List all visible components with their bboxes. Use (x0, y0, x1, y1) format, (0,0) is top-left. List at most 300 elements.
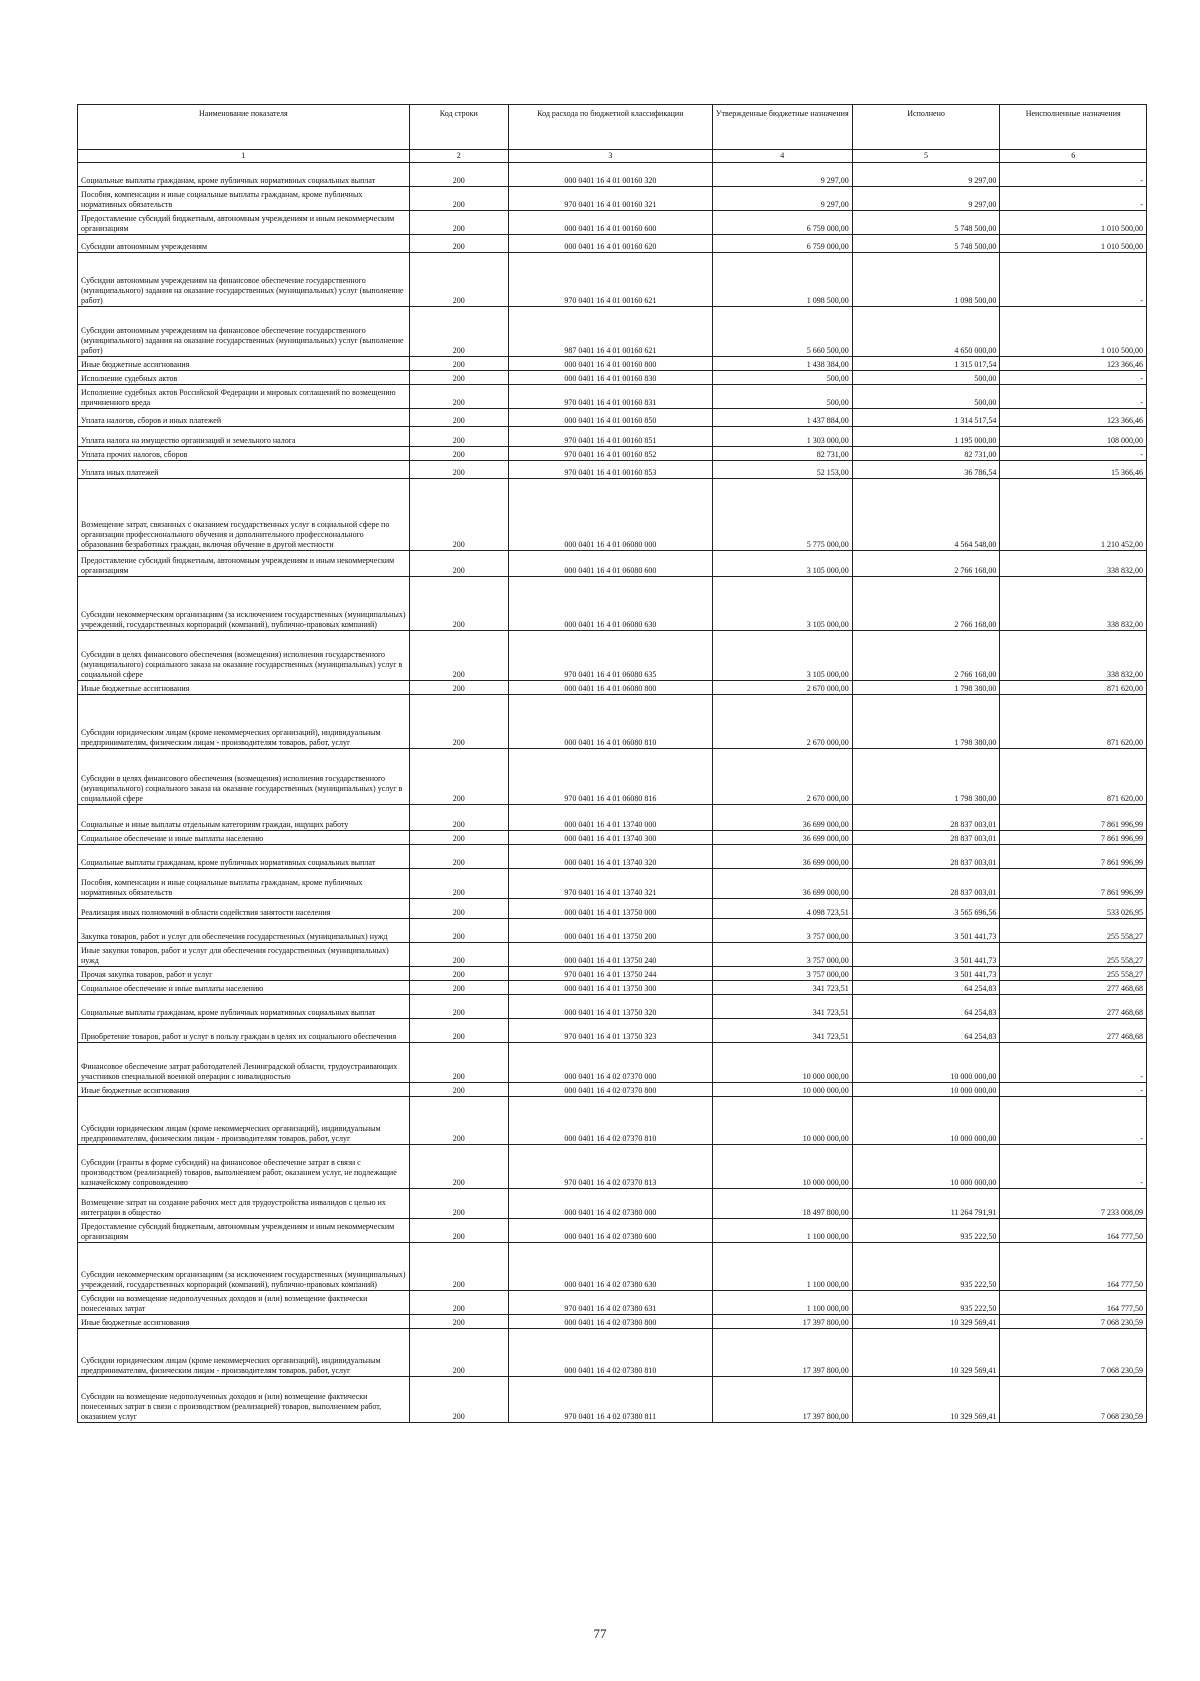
row-approved: 500,00 (712, 385, 852, 409)
column-number: 6 (1000, 150, 1147, 163)
row-unexecuted: - (1000, 1083, 1147, 1097)
row-classification-code: 970 0401 16 4 01 00160 831 (508, 385, 712, 409)
budget-execution-table (77, 104, 1147, 1423)
row-name: Уплата налогов, сборов и иных платежей (78, 409, 410, 427)
header-approved: Утвержденные бюджетные назначения (712, 105, 852, 150)
row-approved: 5 660 500,00 (712, 307, 852, 357)
row-name: Предоставление субсидий бюджетным, автономным учреждениям и иным некоммерческим организациям (78, 1219, 410, 1243)
row-executed: 28 837 003,01 (852, 869, 1000, 899)
row-line-code: 200 (409, 447, 508, 461)
row-classification-code: 000 0401 16 4 01 06080 600 (508, 551, 712, 577)
row-executed: 1 098 500,00 (852, 253, 1000, 307)
table-row (78, 845, 1147, 869)
table-row (78, 427, 1147, 447)
row-line-code: 200 (409, 1291, 508, 1315)
column-number: 2 (409, 150, 508, 163)
row-executed: 10 329 569,41 (852, 1329, 1000, 1377)
row-classification-code: 000 0401 16 4 01 06080 800 (508, 681, 712, 695)
table-row (78, 357, 1147, 371)
column-number: 5 (852, 150, 1000, 163)
row-unexecuted: 1 210 452,00 (1000, 479, 1147, 551)
row-classification-code: 000 0401 16 4 01 13750 200 (508, 919, 712, 943)
row-name: Социальные и иные выплаты отдельным категориям граждан, ищущих работу (78, 805, 410, 831)
row-line-code: 200 (409, 187, 508, 211)
row-classification-code: 970 0401 16 4 01 00160 853 (508, 461, 712, 479)
row-approved: 36 699 000,00 (712, 869, 852, 899)
row-executed: 935 222,50 (852, 1219, 1000, 1243)
row-unexecuted: - (1000, 385, 1147, 409)
row-approved: 2 670 000,00 (712, 749, 852, 805)
row-name: Субсидии (гранты в форме субсидий) на финансовое обеспечение затрат в связи с производством (реализацией) товаров, выполнением работ, оказанием услуг, не подлежащие казначейскому сопровождению (78, 1145, 410, 1189)
row-approved: 4 098 723,51 (712, 899, 852, 919)
row-classification-code: 970 0401 16 4 02 07380 811 (508, 1377, 712, 1423)
row-executed: 1 315 017,54 (852, 357, 1000, 371)
row-executed: 4 564 548,00 (852, 479, 1000, 551)
row-name: Субсидии юридическим лицам (кроме некоммерческих организаций), индивидуальным предпринимателям, физическим лицам - производителям товаров, работ, услуг (78, 1097, 410, 1145)
row-unexecuted: 277 468,68 (1000, 981, 1147, 995)
row-approved: 6 759 000,00 (712, 211, 852, 235)
row-line-code: 200 (409, 1083, 508, 1097)
row-name: Социальное обеспечение и иные выплаты населению (78, 831, 410, 845)
row-approved: 52 153,00 (712, 461, 852, 479)
row-name: Социальное обеспечение и иные выплаты населению (78, 981, 410, 995)
row-executed: 1 798 380,00 (852, 681, 1000, 695)
table-header-row (78, 105, 1147, 150)
row-name: Субсидии автономным учреждениям (78, 235, 410, 253)
row-name: Возмещение затрат на создание рабочих мест для трудоустройства инвалидов с целью их интеграции в общество (78, 1189, 410, 1219)
row-approved: 1 303 000,00 (712, 427, 852, 447)
row-approved: 341 723,51 (712, 995, 852, 1019)
table-row (78, 409, 1147, 427)
row-line-code: 200 (409, 1189, 508, 1219)
table-row (78, 1097, 1147, 1145)
table-row (78, 967, 1147, 981)
row-name: Пособия, компенсации и иные социальные выплаты гражданам, кроме публичных нормативных обязательств (78, 187, 410, 211)
row-name: Уплата налога на имущество организаций и земельного налога (78, 427, 410, 447)
row-unexecuted: - (1000, 253, 1147, 307)
row-unexecuted: 1 010 500,00 (1000, 235, 1147, 253)
row-line-code: 200 (409, 479, 508, 551)
row-executed: 935 222,50 (852, 1243, 1000, 1291)
row-line-code: 200 (409, 235, 508, 253)
row-line-code: 200 (409, 307, 508, 357)
row-name: Иные бюджетные ассигнования (78, 1315, 410, 1329)
row-line-code: 200 (409, 211, 508, 235)
row-line-code: 200 (409, 869, 508, 899)
row-line-code: 200 (409, 967, 508, 981)
row-approved: 3 105 000,00 (712, 577, 852, 631)
row-classification-code: 000 0401 16 4 02 07380 810 (508, 1329, 712, 1377)
table-row (78, 385, 1147, 409)
row-classification-code: 987 0401 16 4 01 00160 621 (508, 307, 712, 357)
row-unexecuted: 164 777,50 (1000, 1243, 1147, 1291)
row-executed: 4 650 000,00 (852, 307, 1000, 357)
row-line-code: 200 (409, 981, 508, 995)
row-executed: 64 254,83 (852, 981, 1000, 995)
row-line-code: 200 (409, 1329, 508, 1377)
row-unexecuted: - (1000, 187, 1147, 211)
row-classification-code: 000 0401 16 4 01 00160 800 (508, 357, 712, 371)
row-name: Субсидии некоммерческим организациям (за исключением государственных (муниципальных) учреждений, государственных корпораций (компаний), публично-правовых компаний) (78, 577, 410, 631)
row-line-code: 200 (409, 385, 508, 409)
row-unexecuted: 123 366,46 (1000, 357, 1147, 371)
row-classification-code: 970 0401 16 4 01 13750 323 (508, 1019, 712, 1043)
row-line-code: 200 (409, 749, 508, 805)
row-line-code: 200 (409, 1097, 508, 1145)
row-executed: 1 314 517,54 (852, 409, 1000, 427)
row-line-code: 200 (409, 695, 508, 749)
table-row (78, 211, 1147, 235)
row-unexecuted: 871 620,00 (1000, 695, 1147, 749)
table-row (78, 943, 1147, 967)
row-name: Уплата иных платежей (78, 461, 410, 479)
row-name: Субсидии в целях финансового обеспечения (возмещения) исполнения государственного (муниципального) социального заказа на оказание государственных (муниципальных) услуг в социальной сфере (78, 631, 410, 681)
table-row (78, 681, 1147, 695)
table-row (78, 869, 1147, 899)
row-approved: 82 731,00 (712, 447, 852, 461)
row-unexecuted: - (1000, 371, 1147, 385)
row-approved: 9 297,00 (712, 187, 852, 211)
row-executed: 2 766 168,00 (852, 577, 1000, 631)
row-unexecuted: 255 558,27 (1000, 943, 1147, 967)
row-name: Иные бюджетные ассигнования (78, 357, 410, 371)
row-classification-code: 000 0401 16 4 02 07380 000 (508, 1189, 712, 1219)
row-classification-code: 970 0401 16 4 01 00160 321 (508, 187, 712, 211)
row-name: Иные бюджетные ассигнования (78, 681, 410, 695)
row-executed: 64 254,83 (852, 1019, 1000, 1043)
table-row (78, 479, 1147, 551)
row-unexecuted: 338 832,00 (1000, 631, 1147, 681)
row-executed: 935 222,50 (852, 1291, 1000, 1315)
row-line-code: 200 (409, 919, 508, 943)
row-unexecuted: 123 366,46 (1000, 409, 1147, 427)
row-name: Предоставление субсидий бюджетным, автономным учреждениям и иным некоммерческим организациям (78, 211, 410, 235)
row-classification-code: 000 0401 16 4 01 06080 000 (508, 479, 712, 551)
table-row (78, 1315, 1147, 1329)
row-unexecuted: 7 068 230,59 (1000, 1315, 1147, 1329)
row-line-code: 200 (409, 461, 508, 479)
row-line-code: 200 (409, 1219, 508, 1243)
row-line-code: 200 (409, 1019, 508, 1043)
report-sheet (77, 104, 1147, 1423)
row-classification-code: 000 0401 16 4 02 07380 630 (508, 1243, 712, 1291)
table-row (78, 253, 1147, 307)
row-classification-code: 000 0401 16 4 01 06080 630 (508, 577, 712, 631)
row-name: Субсидии некоммерческим организациям (за исключением государственных (муниципальных) учреждений, государственных корпораций (компаний), публично-правовых компаний) (78, 1243, 410, 1291)
row-classification-code: 000 0401 16 4 01 13740 000 (508, 805, 712, 831)
row-classification-code: 000 0401 16 4 02 07380 600 (508, 1219, 712, 1243)
row-classification-code: 970 0401 16 4 01 06080 635 (508, 631, 712, 681)
column-number: 1 (78, 150, 410, 163)
row-unexecuted: 7 068 230,59 (1000, 1329, 1147, 1377)
row-line-code: 200 (409, 253, 508, 307)
row-unexecuted: 164 777,50 (1000, 1291, 1147, 1315)
row-line-code: 200 (409, 577, 508, 631)
row-classification-code: 000 0401 16 4 01 13750 240 (508, 943, 712, 967)
row-unexecuted: - (1000, 163, 1147, 187)
row-approved: 5 775 000,00 (712, 479, 852, 551)
row-line-code: 200 (409, 943, 508, 967)
row-unexecuted: - (1000, 1043, 1147, 1083)
row-line-code: 200 (409, 427, 508, 447)
row-approved: 36 699 000,00 (712, 831, 852, 845)
row-classification-code: 000 0401 16 4 02 07380 800 (508, 1315, 712, 1329)
row-unexecuted: 15 366,46 (1000, 461, 1147, 479)
row-approved: 2 670 000,00 (712, 681, 852, 695)
table-body (78, 163, 1147, 1423)
row-executed: 3 501 441,73 (852, 943, 1000, 967)
table-row (78, 551, 1147, 577)
row-name: Иные бюджетные ассигнования (78, 1083, 410, 1097)
row-approved: 18 497 800,00 (712, 1189, 852, 1219)
row-classification-code: 970 0401 16 4 01 13740 321 (508, 869, 712, 899)
row-approved: 3 757 000,00 (712, 919, 852, 943)
row-line-code: 200 (409, 551, 508, 577)
row-line-code: 200 (409, 805, 508, 831)
table-row (78, 235, 1147, 253)
row-unexecuted: 7 861 996,99 (1000, 831, 1147, 845)
table-row (78, 1145, 1147, 1189)
row-name: Субсидии автономным учреждениям на финансовое обеспечение государственного (муниципального) задания на оказание государственных (муниципальных) услуг (выполнение работ) (78, 253, 410, 307)
row-approved: 1 100 000,00 (712, 1243, 852, 1291)
row-approved: 1 098 500,00 (712, 253, 852, 307)
row-executed: 28 837 003,01 (852, 805, 1000, 831)
row-classification-code: 000 0401 16 4 01 13750 320 (508, 995, 712, 1019)
row-classification-code: 000 0401 16 4 02 07370 000 (508, 1043, 712, 1083)
row-executed: 3 565 696,56 (852, 899, 1000, 919)
row-line-code: 200 (409, 1145, 508, 1189)
row-classification-code: 970 0401 16 4 01 00160 621 (508, 253, 712, 307)
row-executed: 500,00 (852, 385, 1000, 409)
row-approved: 10 000 000,00 (712, 1097, 852, 1145)
row-classification-code: 970 0401 16 4 02 07380 631 (508, 1291, 712, 1315)
row-approved: 36 699 000,00 (712, 805, 852, 831)
table-row (78, 805, 1147, 831)
column-number: 4 (712, 150, 852, 163)
row-approved: 3 757 000,00 (712, 943, 852, 967)
row-classification-code: 000 0401 16 4 02 07370 810 (508, 1097, 712, 1145)
row-name: Социальные выплаты гражданам, кроме публичных нормативных социальных выплат (78, 163, 410, 187)
row-approved: 10 000 000,00 (712, 1083, 852, 1097)
row-line-code: 200 (409, 371, 508, 385)
row-executed: 82 731,00 (852, 447, 1000, 461)
table-row (78, 631, 1147, 681)
row-classification-code: 970 0401 16 4 02 07370 813 (508, 1145, 712, 1189)
table-row (78, 307, 1147, 357)
row-classification-code: 000 0401 16 4 01 13750 300 (508, 981, 712, 995)
row-executed: 2 766 168,00 (852, 551, 1000, 577)
row-approved: 10 000 000,00 (712, 1043, 852, 1083)
table-row (78, 981, 1147, 995)
row-approved: 17 397 800,00 (712, 1377, 852, 1423)
row-classification-code: 970 0401 16 4 01 00160 851 (508, 427, 712, 447)
row-classification-code: 000 0401 16 4 01 13750 000 (508, 899, 712, 919)
row-name: Уплата прочих налогов, сборов (78, 447, 410, 461)
row-name: Исполнение судебных актов Российской Федерации и мировых соглашений по возмещению причиненного вреда (78, 385, 410, 409)
row-line-code: 200 (409, 899, 508, 919)
row-name: Социальные выплаты гражданам, кроме публичных нормативных социальных выплат (78, 845, 410, 869)
row-unexecuted: 255 558,27 (1000, 967, 1147, 981)
row-name: Закупка товаров, работ и услуг для обеспечения государственных (муниципальных) нужд (78, 919, 410, 943)
row-approved: 1 437 884,00 (712, 409, 852, 427)
table-row (78, 163, 1147, 187)
row-line-code: 200 (409, 357, 508, 371)
table-row (78, 899, 1147, 919)
row-name: Приобретение товаров, работ и услуг в пользу граждан в целях их социального обеспечения (78, 1019, 410, 1043)
table-row (78, 831, 1147, 845)
row-unexecuted: 7 861 996,99 (1000, 869, 1147, 899)
row-name: Социальные выплаты гражданам, кроме публичных нормативных социальных выплат (78, 995, 410, 1019)
row-line-code: 200 (409, 845, 508, 869)
row-executed: 2 766 168,00 (852, 631, 1000, 681)
row-approved: 2 670 000,00 (712, 695, 852, 749)
row-approved: 17 397 800,00 (712, 1329, 852, 1377)
row-line-code: 200 (409, 831, 508, 845)
row-executed: 500,00 (852, 371, 1000, 385)
table-row (78, 1377, 1147, 1423)
table-row (78, 1189, 1147, 1219)
table-row (78, 919, 1147, 943)
row-approved: 1 100 000,00 (712, 1291, 852, 1315)
table-row (78, 371, 1147, 385)
row-unexecuted: 108 000,00 (1000, 427, 1147, 447)
row-unexecuted: - (1000, 447, 1147, 461)
row-classification-code: 000 0401 16 4 02 07370 800 (508, 1083, 712, 1097)
row-executed: 1 798 380,00 (852, 695, 1000, 749)
row-unexecuted: 533 026,95 (1000, 899, 1147, 919)
row-approved: 9 297,00 (712, 163, 852, 187)
row-approved: 3 105 000,00 (712, 631, 852, 681)
row-name: Реализация иных полномочий в области содействия занятости населения (78, 899, 410, 919)
row-approved: 1 100 000,00 (712, 1219, 852, 1243)
row-line-code: 200 (409, 1377, 508, 1423)
header-line-code: Код строки (409, 105, 508, 150)
row-unexecuted: - (1000, 1145, 1147, 1189)
row-name: Прочая закупка товаров, работ и услуг (78, 967, 410, 981)
row-classification-code: 000 0401 16 4 01 00160 320 (508, 163, 712, 187)
page-number: 77 (593, 1626, 607, 1641)
row-approved: 1 438 384,00 (712, 357, 852, 371)
row-line-code: 200 (409, 631, 508, 681)
table-row (78, 749, 1147, 805)
table-row (78, 1019, 1147, 1043)
row-classification-code: 000 0401 16 4 01 00160 620 (508, 235, 712, 253)
row-name: Пособия, компенсации и иные социальные выплаты гражданам, кроме публичных нормативных обязательств (78, 869, 410, 899)
row-classification-code: 000 0401 16 4 01 00160 600 (508, 211, 712, 235)
row-executed: 10 329 569,41 (852, 1315, 1000, 1329)
row-classification-code: 970 0401 16 4 01 06080 816 (508, 749, 712, 805)
row-unexecuted: 7 233 008,09 (1000, 1189, 1147, 1219)
row-approved: 341 723,51 (712, 981, 852, 995)
header-name: Наименование показателя (78, 105, 410, 150)
row-name: Возмещение затрат, связанных с оказанием государственных услуг в социальной сфере по организации профессионального обучения и дополнительного профессионального образования безработных граждан, включая обучение в другой местности (78, 479, 410, 551)
row-approved: 3 105 000,00 (712, 551, 852, 577)
row-name: Субсидии на возмещение недополученных доходов и (или) возмещение фактически понесенных затрат (78, 1291, 410, 1315)
row-classification-code: 970 0401 16 4 01 13750 244 (508, 967, 712, 981)
row-executed: 64 254,83 (852, 995, 1000, 1019)
row-classification-code: 000 0401 16 4 01 13740 300 (508, 831, 712, 845)
row-classification-code: 970 0401 16 4 01 00160 852 (508, 447, 712, 461)
row-line-code: 200 (409, 681, 508, 695)
row-unexecuted: 1 010 500,00 (1000, 307, 1147, 357)
row-executed: 5 748 500,00 (852, 211, 1000, 235)
row-line-code: 200 (409, 1043, 508, 1083)
table-row (78, 187, 1147, 211)
header-unexecuted: Неисполненные назначения (1000, 105, 1147, 150)
row-name: Исполнение судебных актов (78, 371, 410, 385)
row-unexecuted: 338 832,00 (1000, 551, 1147, 577)
row-classification-code: 000 0401 16 4 01 13740 320 (508, 845, 712, 869)
table-row (78, 1043, 1147, 1083)
row-line-code: 200 (409, 1243, 508, 1291)
row-executed: 5 748 500,00 (852, 235, 1000, 253)
row-executed: 10 000 000,00 (852, 1097, 1000, 1145)
table-row (78, 447, 1147, 461)
column-number-row (78, 150, 1147, 163)
table-row (78, 1243, 1147, 1291)
row-unexecuted: 255 558,27 (1000, 919, 1147, 943)
row-executed: 10 000 000,00 (852, 1145, 1000, 1189)
row-line-code: 200 (409, 995, 508, 1019)
row-unexecuted: 871 620,00 (1000, 749, 1147, 805)
header-classification-code: Код расхода по бюджетной классификации (508, 105, 712, 150)
header-executed: Исполнено (852, 105, 1000, 150)
row-approved: 341 723,51 (712, 1019, 852, 1043)
table-row (78, 577, 1147, 631)
row-classification-code: 000 0401 16 4 01 06080 810 (508, 695, 712, 749)
row-classification-code: 000 0401 16 4 01 00160 830 (508, 371, 712, 385)
row-executed: 3 501 441,73 (852, 967, 1000, 981)
row-unexecuted: 871 620,00 (1000, 681, 1147, 695)
table-row (78, 695, 1147, 749)
row-classification-code: 000 0401 16 4 01 00160 850 (508, 409, 712, 427)
row-executed: 11 264 791,91 (852, 1189, 1000, 1219)
row-executed: 10 000 000,00 (852, 1043, 1000, 1083)
row-name: Субсидии юридическим лицам (кроме некоммерческих организаций), индивидуальным предпринимателям, физическим лицам - производителям товаров, работ, услуг (78, 1329, 410, 1377)
row-approved: 6 759 000,00 (712, 235, 852, 253)
row-approved: 36 699 000,00 (712, 845, 852, 869)
row-name: Субсидии на возмещение недополученных доходов и (или) возмещение фактически понесенных затрат в связи с производством (реализацией) товаров, выполнением работ, оказанием услуг (78, 1377, 410, 1423)
row-name: Иные закупки товаров, работ и услуг для обеспечения государственных (муниципальных) нужд (78, 943, 410, 967)
row-executed: 3 501 441,73 (852, 919, 1000, 943)
row-unexecuted: 7 861 996,99 (1000, 845, 1147, 869)
row-unexecuted: 7 861 996,99 (1000, 805, 1147, 831)
row-executed: 28 837 003,01 (852, 845, 1000, 869)
row-approved: 10 000 000,00 (712, 1145, 852, 1189)
row-unexecuted: 1 010 500,00 (1000, 211, 1147, 235)
row-approved: 3 757 000,00 (712, 967, 852, 981)
table-row (78, 1329, 1147, 1377)
row-unexecuted: 7 068 230,59 (1000, 1377, 1147, 1423)
row-executed: 36 786,54 (852, 461, 1000, 479)
row-executed: 9 297,00 (852, 163, 1000, 187)
table-row (78, 461, 1147, 479)
table-row (78, 1083, 1147, 1097)
row-line-code: 200 (409, 1315, 508, 1329)
row-unexecuted: 164 777,50 (1000, 1219, 1147, 1243)
row-approved: 500,00 (712, 371, 852, 385)
column-number: 3 (508, 150, 712, 163)
row-line-code: 200 (409, 409, 508, 427)
row-unexecuted: - (1000, 1097, 1147, 1145)
row-name: Субсидии автономным учреждениям на финансовое обеспечение государственного (муниципального) задания на оказание государственных (муниципальных) услуг (выполнение работ) (78, 307, 410, 357)
row-unexecuted: 277 468,68 (1000, 1019, 1147, 1043)
row-name: Предоставление субсидий бюджетным, автономным учреждениям и иным некоммерческим организациям (78, 551, 410, 577)
row-executed: 10 329 569,41 (852, 1377, 1000, 1423)
row-executed: 1 195 000,00 (852, 427, 1000, 447)
row-name: Финансовое обеспечение затрат работодателей Ленинградской области, трудоустраивающих участников специальной военной операции с инвалидностью (78, 1043, 410, 1083)
table-row (78, 1291, 1147, 1315)
